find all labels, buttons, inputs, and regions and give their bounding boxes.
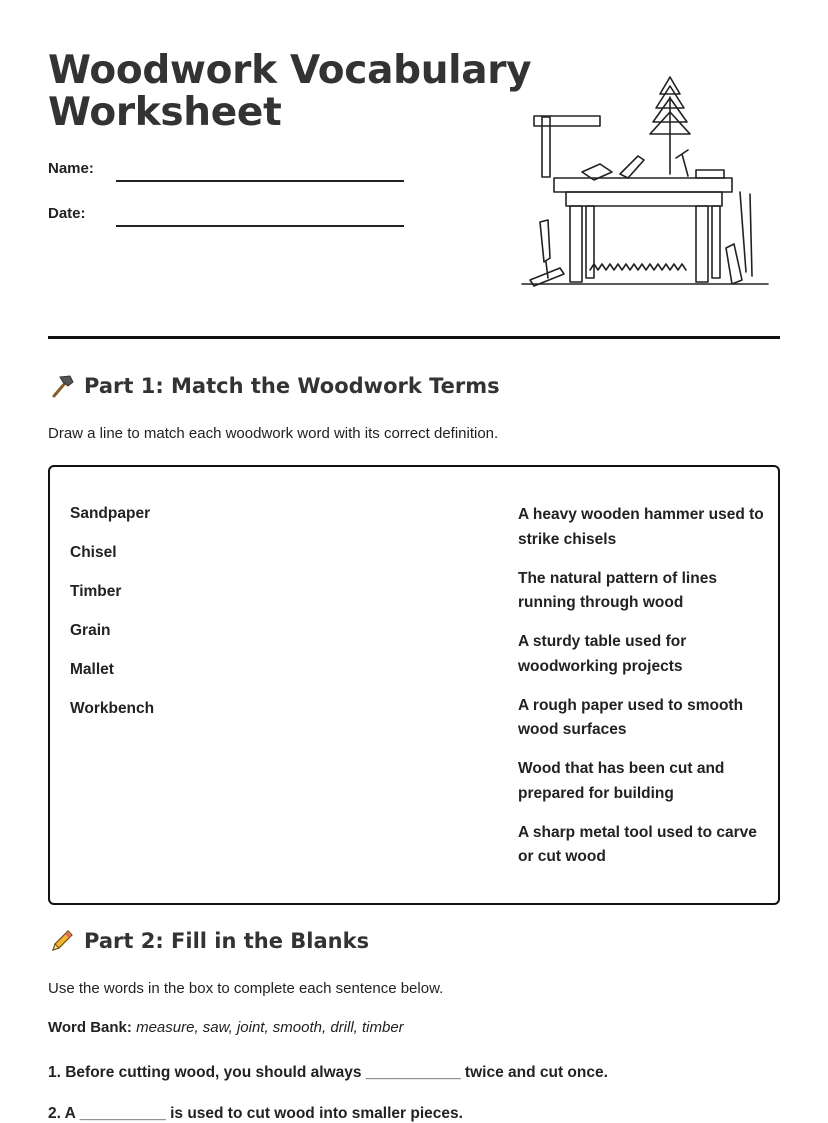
part1-instructions: Draw a line to match each woodwork word with its correct definition. — [48, 425, 499, 442]
title-line-2: Worksheet — [48, 90, 282, 135]
header-divider — [48, 336, 780, 339]
name-field-line[interactable] — [116, 180, 404, 182]
date-label: Date: — [48, 205, 86, 222]
part1-heading — [48, 372, 500, 400]
definitions-list — [518, 503, 768, 884]
term-item: Chisel — [70, 544, 117, 561]
definition-item: A sharp metal tool used to carve or cut wood — [518, 823, 757, 865]
fill-blank-question: 1. Before cutting wood, you should always ___________ twice and cut once. — [48, 1064, 608, 1081]
term-item: Mallet — [70, 661, 114, 678]
workbench-illustration — [520, 72, 770, 292]
part2-instructions: Use the words in the box to complete each sentence below. — [48, 980, 444, 997]
term-item: Grain — [70, 622, 111, 639]
term-item: Workbench — [70, 700, 155, 717]
date-field-line[interactable] — [116, 225, 404, 227]
definition-item: Wood that has been cut and prepared for building — [518, 760, 725, 802]
name-label: Name: — [48, 160, 94, 177]
part2-heading — [48, 927, 369, 955]
term-item: Timber — [70, 583, 122, 600]
terms-list — [70, 503, 154, 737]
worksheet-title — [48, 50, 531, 134]
definition-item: A rough paper used to smooth wood surfaces — [518, 696, 744, 738]
fill-blank-question: 2. A __________ is used to cut wood into smaller pieces. — [48, 1105, 463, 1122]
word-bank-words: measure, saw, joint, smooth, drill, timber — [136, 1019, 404, 1036]
word-bank — [48, 1019, 404, 1036]
term-item: Sandpaper — [70, 505, 151, 522]
part1-title: Part 1: Match the Woodwork Terms — [84, 374, 500, 398]
pencil-icon — [48, 927, 76, 955]
hammer-icon — [48, 372, 76, 400]
word-bank-label: Word Bank: — [48, 1019, 132, 1036]
title-line-1: Woodwork Vocabulary — [48, 48, 532, 93]
definition-item: A sturdy table used for woodworking projects — [518, 633, 687, 675]
part2-title: Part 2: Fill in the Blanks — [84, 929, 370, 953]
matching-box — [48, 465, 780, 905]
definition-item: The natural pattern of lines running through wood — [518, 569, 717, 611]
definition-item: A heavy wooden hammer used to strike chisels — [518, 506, 764, 548]
